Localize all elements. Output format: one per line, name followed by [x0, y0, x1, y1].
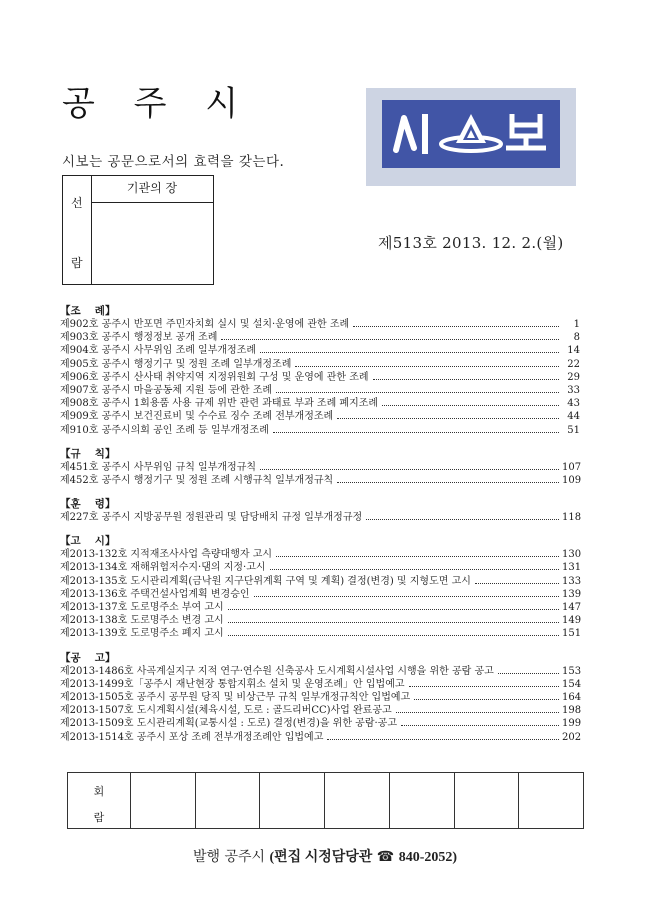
toc-entry[interactable] [60, 344, 580, 357]
toc-entry-title: 제2013-1505호 공주시 공무원 당직 및 비상근무 규칙 일부개정규칙안 입법예고 [60, 691, 411, 703]
toc-entry-page: 51 [567, 424, 580, 436]
toc-section-heading: 【훈 령】 [60, 498, 116, 511]
dot-leader [401, 725, 559, 726]
toc-section [60, 448, 580, 487]
seonram-side-bottom: 람 [71, 256, 83, 270]
toc-entry[interactable] [60, 461, 580, 474]
dot-leader [382, 405, 559, 406]
phone-number: 840-2052) [398, 850, 458, 865]
seonram-approval-box [62, 175, 214, 285]
toc-entry-page: 109 [562, 474, 582, 486]
toc-entry-title: 제908호 공주시 1회용품 사용 규제 위반 관련 과태료 부과 조례 폐지조례 [60, 398, 379, 410]
toc-entry[interactable] [60, 588, 580, 601]
toc-entry[interactable] [60, 678, 580, 691]
toc-entry-title: 제2013-139호 도로명주소 폐지 고시 [60, 628, 224, 640]
dot-leader [276, 556, 559, 557]
toc-entry-title: 제2013-1486호 사곡계실지구 지적 연구·연수원 신축공사 도시계획시설사업 시행을 위한 공람 공고 [60, 665, 494, 677]
toc-entry-title: 제909호 공주시 보건진료비 및 수수료 징수 조례 전부개정조례 [60, 411, 334, 423]
toc-section-heading: 【규 칙】 [60, 447, 116, 460]
hoeram-label [68, 773, 131, 828]
toc-entry-title: 제904호 공주시 사무위임 조례 일부개정조례 [60, 345, 257, 357]
dot-leader [337, 482, 559, 483]
toc-entry-page: 107 [562, 461, 582, 473]
toc-entry-page: 1 [573, 319, 580, 330]
toc-entry[interactable] [60, 511, 580, 524]
hoeram-signature-cell [455, 773, 520, 828]
toc-entry[interactable] [60, 548, 580, 561]
toc-entry-page: 8 [573, 332, 580, 344]
toc-section-heading: 【공 고】 [60, 651, 116, 664]
toc-entry[interactable] [60, 717, 580, 730]
toc-entry[interactable] [60, 474, 580, 487]
toc-entry-title: 제2013-135호 도시관리계획(금낙원 지구단위계획 구역 및 계획) 결정(변경) 및 지형도면 고시 [60, 575, 471, 587]
toc-entry-title: 제910호 공주시의회 공인 조례 등 일부개정조례 [60, 424, 269, 436]
dot-leader [276, 392, 559, 393]
hoeram-signature-cell [519, 773, 583, 828]
editor: (편집 시정담당관 [269, 850, 373, 865]
toc-entry-page: 130 [562, 549, 582, 561]
toc-entry-title: 제2013-138호 도로명주소 변경 고시 [60, 615, 224, 627]
toc-entry-page: 202 [562, 731, 582, 743]
hoeram-signature-cell [196, 773, 261, 828]
toc-entry[interactable] [60, 410, 580, 423]
issue-number-date: 제513호 2013. 12. 2.(월) [378, 234, 564, 252]
toc-entry-page: 198 [562, 705, 582, 717]
toc-entry-title: 제906호 공주시 산사태 취약지역 지정위원회 구성 및 운영에 관한 조례 [60, 371, 369, 383]
toc-entry-page: 147 [562, 602, 582, 613]
dot-leader [221, 339, 559, 340]
toc-section [60, 305, 580, 437]
toc-entry[interactable] [60, 384, 580, 397]
toc-entry[interactable] [60, 691, 580, 704]
toc-entry-title: 제907호 공주시 마을공동체 지원 등에 관한 조례 [60, 384, 273, 396]
toc-entry[interactable] [60, 397, 580, 410]
toc-entry[interactable] [60, 575, 580, 588]
toc-section [60, 535, 580, 640]
toc-entry[interactable] [60, 561, 580, 574]
dot-leader [228, 635, 559, 636]
toc-entry-title: 제452호 공주시 행정기구 및 정원 조례 시행규칙 일부개정규칙 [60, 474, 334, 486]
toc-entry[interactable] [60, 424, 580, 437]
dot-leader [396, 712, 559, 713]
toc-entry-page: 133 [562, 575, 582, 587]
toc-entry[interactable] [60, 731, 580, 744]
toc-entry-page: 22 [567, 358, 580, 370]
dot-leader [228, 622, 559, 623]
toc-entry-title: 제902호 공주시 반포면 주민자치회 실시 및 설치·운영에 관한 조례 [60, 319, 350, 330]
publisher-footer [0, 846, 650, 866]
table-of-contents [60, 305, 580, 755]
seonram-side-label [63, 176, 92, 284]
seonram-side-top: 선 [71, 196, 83, 210]
dot-leader [327, 739, 559, 740]
toc-entry[interactable] [60, 331, 580, 344]
dot-leader [414, 699, 559, 700]
toc-entry[interactable] [60, 601, 580, 614]
hoeram-signature-cell [390, 773, 455, 828]
toc-entry[interactable] [60, 371, 580, 384]
toc-section [60, 498, 580, 524]
sibo-logo-icon [382, 100, 560, 168]
hoeram-signature-cell [325, 773, 390, 828]
dot-leader [295, 366, 559, 367]
toc-section-heading: 【고 시】 [60, 535, 116, 548]
hoeram-label-top: 회 [93, 785, 105, 798]
toc-entry-title: 제2013-1499호「공주시 재난현장 통합지휘소 설치 및 운영조례」안 입법예고 [60, 678, 405, 690]
toc-entry-page: 164 [562, 691, 582, 703]
toc-entry-page: 199 [562, 718, 582, 730]
dot-leader [254, 596, 559, 597]
toc-entry-title: 제905호 공주시 행정기구 및 정원 조례 일부개정조례 [60, 358, 292, 370]
dot-leader [260, 469, 559, 470]
toc-section-heading: 【조 례】 [60, 305, 116, 317]
toc-entry-title: 제2013-134호 재해위험저수지·댐의 지정·고시 [60, 562, 266, 574]
toc-entry[interactable] [60, 358, 580, 371]
dot-leader [353, 326, 559, 327]
toc-entry-page: 118 [562, 512, 582, 524]
toc-entry[interactable] [60, 627, 580, 640]
toc-section [60, 652, 580, 744]
toc-entry-title: 제903호 공주시 행정정보 공개 조례 [60, 332, 218, 344]
dot-leader [273, 432, 559, 433]
seonram-head: 기관의 장 [91, 176, 213, 203]
toc-entry-page: 139 [562, 588, 582, 600]
toc-entry-title: 제2013-1509호 도시관리계획(교통시설 : 도로) 결정(변경)을 위한 공람·공고 [60, 718, 398, 730]
dot-leader [498, 673, 559, 674]
toc-entry[interactable] [60, 318, 580, 331]
hoeram-label-bottom: 람 [93, 811, 105, 824]
publisher: 발행 공주시 [192, 849, 266, 865]
toc-entry-title: 제2013-1514호 공주시 포상 조례 전부개정조례안 입법예고 [60, 731, 324, 743]
dot-leader [228, 609, 559, 610]
hoeram-circulation-box [67, 772, 584, 829]
dot-leader [366, 519, 559, 520]
toc-entry-title: 제2013-137호 도로명주소 부여 고시 [60, 602, 224, 613]
dot-leader [260, 352, 559, 353]
toc-entry-page: 154 [562, 678, 582, 690]
toc-entry[interactable] [60, 614, 580, 627]
toc-entry-title: 제2013-132호 지적재조사사업 측량대행자 고시 [60, 549, 273, 561]
dot-leader [409, 686, 559, 687]
toc-entry-page: 131 [562, 562, 582, 574]
toc-entry-page: 151 [562, 628, 582, 640]
dot-leader [337, 418, 559, 419]
toc-entry-page: 44 [567, 411, 580, 423]
toc-entry-page: 149 [562, 615, 582, 627]
toc-entry-title: 제2013-136호 주택건설사업계획 변경승인 [60, 588, 250, 600]
toc-entry-title: 제451호 공주시 사무위임 규칙 일부개정규칙 [60, 461, 257, 473]
hoeram-signature-cell [131, 773, 196, 828]
toc-entry-page: 14 [567, 345, 580, 357]
hoeram-signature-cell [260, 773, 325, 828]
publication-title: 공 주 시 [62, 84, 253, 124]
phone-icon: ☎ [376, 849, 395, 865]
toc-entry-title: 제227호 공주시 지방공무원 정원관리 및 담당배치 규정 일부개정규정 [60, 512, 363, 524]
toc-entry-page: 43 [567, 398, 580, 410]
toc-entry[interactable] [60, 704, 580, 717]
dot-leader [270, 569, 559, 570]
toc-entry-page: 153 [562, 665, 582, 677]
sibo-logo-inner [382, 100, 560, 168]
toc-entry-title: 제2013-1507호 도시계획시설(체육시설, 도로 : 골드리버CC)사업 완료공고 [60, 705, 392, 717]
toc-entry[interactable] [60, 665, 580, 678]
toc-entry-page: 29 [567, 371, 580, 383]
dot-leader [373, 379, 559, 380]
sibo-logo [366, 88, 576, 186]
dot-leader [475, 583, 559, 584]
toc-entry-page: 33 [567, 384, 580, 396]
tagline: 시보는 공문으로서의 효력을 갖는다. [62, 154, 285, 170]
